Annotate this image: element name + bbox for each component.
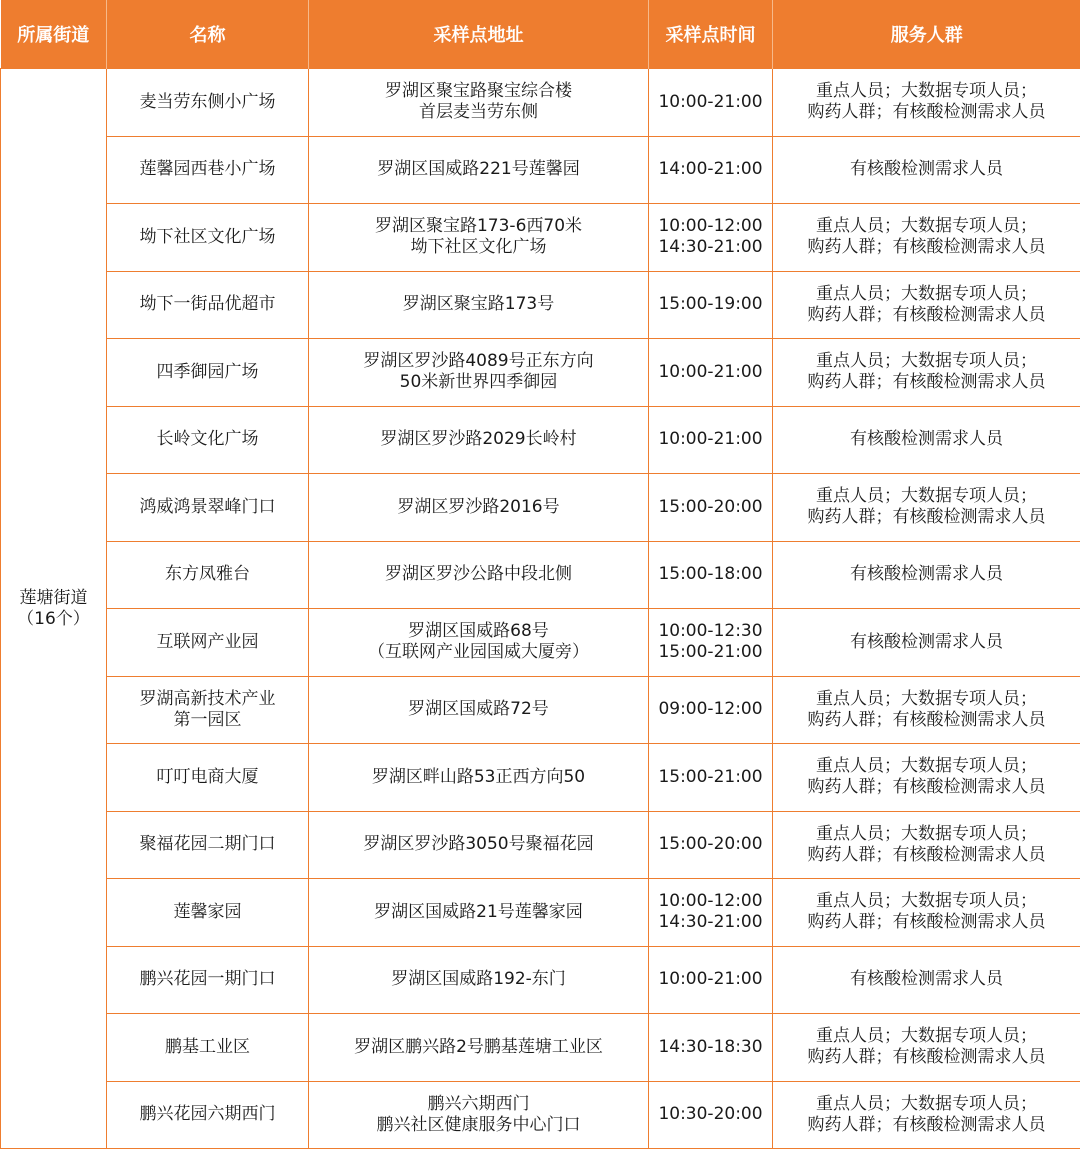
site-time-line: 14:30-21:00 xyxy=(658,912,763,933)
site-time-cell xyxy=(649,69,773,137)
site-name-line: 坳下社区文化广场 xyxy=(139,226,276,247)
site-name-cell xyxy=(107,204,309,272)
site-address-line: 罗湖区聚宝路聚宝综合楼 xyxy=(385,81,572,102)
site-address-line: 罗湖区罗沙路2016号 xyxy=(397,496,560,517)
site-name-cell xyxy=(107,1081,309,1149)
site-time-cell xyxy=(649,676,773,744)
site-time-line: 10:00-12:00 xyxy=(658,216,763,237)
site-address-line: 罗湖区聚宝路173-6西70米 xyxy=(374,216,583,237)
site-time-line: 09:00-12:00 xyxy=(658,699,763,720)
site-time-line: 10:30-20:00 xyxy=(658,1104,763,1125)
site-time-cell xyxy=(649,271,773,339)
site-address-cell xyxy=(309,69,649,137)
site-service-group-line: 购药人群；有核酸检测需求人员 xyxy=(807,304,1046,325)
site-service-group-line: 购药人群；有核酸检测需求人员 xyxy=(807,777,1046,798)
site-address-line: 50米新世界四季御园 xyxy=(399,372,558,393)
site-address-cell xyxy=(309,541,649,609)
site-time-line: 15:00-18:00 xyxy=(658,564,763,585)
site-name-line: 互联网产业园 xyxy=(156,631,259,652)
site-address-line: 罗湖区罗沙公路中段北侧 xyxy=(385,564,572,585)
site-address-cell xyxy=(309,744,649,812)
site-time-line: 15:00-20:00 xyxy=(658,496,763,517)
site-service-group-line: 重点人员；大数据专项人员； xyxy=(816,351,1037,372)
site-time-line: 15:00-21:00 xyxy=(658,766,763,787)
site-address-line: 鹏兴社区健康服务中心门口 xyxy=(376,1114,581,1135)
site-address-line: （互联网产业园国威大厦旁） xyxy=(368,642,589,663)
site-name-cell xyxy=(107,676,309,744)
site-address-line: 罗湖区国威路72号 xyxy=(408,699,549,720)
site-name-cell xyxy=(107,609,309,677)
table-row xyxy=(1,1081,1080,1149)
site-service-group-line: 有核酸检测需求人员 xyxy=(850,631,1003,652)
site-service-group-cell xyxy=(773,811,1080,879)
site-service-group-line: 重点人员；大数据专项人员； xyxy=(816,891,1037,912)
site-address-line: 首层麦当劳东侧 xyxy=(419,102,538,123)
site-service-group-line: 购药人群；有核酸检测需求人员 xyxy=(807,372,1046,393)
site-time-cell xyxy=(649,744,773,812)
site-service-group-line: 购药人群；有核酸检测需求人员 xyxy=(807,1114,1046,1135)
site-time-line: 10:00-21:00 xyxy=(658,361,763,382)
site-service-group-cell xyxy=(773,1014,1080,1082)
site-time-line: 14:30-18:30 xyxy=(658,1036,763,1057)
header-address: 采样点地址 xyxy=(309,0,649,69)
table-row xyxy=(1,406,1080,474)
site-name-line: 鹏基工业区 xyxy=(165,1036,250,1057)
table-row xyxy=(1,744,1080,812)
table-header-row xyxy=(1,0,1080,69)
site-service-group-cell xyxy=(773,406,1080,474)
site-address-line: 坳下社区文化广场 xyxy=(410,237,547,258)
site-name-cell xyxy=(107,811,309,879)
site-time-line: 15:00-19:00 xyxy=(658,294,763,315)
site-service-group-line: 重点人员；大数据专项人员； xyxy=(816,688,1037,709)
site-time-line: 15:00-20:00 xyxy=(658,834,763,855)
street-count: （16个） xyxy=(17,608,90,629)
table-row xyxy=(1,879,1080,947)
site-time-line: 10:00-12:00 xyxy=(658,891,763,912)
site-address-line: 罗湖区罗沙路3050号聚福花园 xyxy=(363,834,594,855)
site-name-line: 罗湖高新技术产业 xyxy=(139,688,276,709)
site-name-line: 长岭文化广场 xyxy=(156,429,259,450)
site-address-cell xyxy=(309,879,649,947)
site-time-line: 10:00-21:00 xyxy=(658,969,763,990)
site-name-line: 鸿威鸿景翠峰门口 xyxy=(139,496,276,517)
table-row xyxy=(1,474,1080,542)
site-service-group-cell xyxy=(773,204,1080,272)
site-name-cell xyxy=(107,406,309,474)
table-row xyxy=(1,204,1080,272)
site-name-cell xyxy=(107,136,309,204)
site-service-group-line: 购药人群；有核酸检测需求人员 xyxy=(807,237,1046,258)
site-address-cell xyxy=(309,1014,649,1082)
table-body xyxy=(1,69,1080,1149)
site-address-cell xyxy=(309,609,649,677)
site-name-line: 坳下一街品优超市 xyxy=(139,294,276,315)
site-name-line: 四季御园广场 xyxy=(156,361,259,382)
site-address-cell xyxy=(309,339,649,407)
site-service-group-line: 购药人群；有核酸检测需求人员 xyxy=(807,844,1046,865)
site-service-group-line: 有核酸检测需求人员 xyxy=(850,564,1003,585)
site-address-cell xyxy=(309,204,649,272)
table-row xyxy=(1,1014,1080,1082)
street-cell xyxy=(1,69,107,1149)
table-row xyxy=(1,136,1080,204)
site-service-group-cell xyxy=(773,474,1080,542)
site-name-line: 莲馨家园 xyxy=(173,901,242,922)
site-address-line: 罗湖区罗沙路2029长岭村 xyxy=(380,429,577,450)
site-name-line: 莲馨园西巷小广场 xyxy=(139,159,276,180)
site-name-cell xyxy=(107,69,309,137)
table-row xyxy=(1,811,1080,879)
site-time-cell xyxy=(649,541,773,609)
site-service-group-line: 重点人员；大数据专项人员； xyxy=(816,283,1037,304)
site-time-line: 15:00-21:00 xyxy=(658,642,763,663)
site-time-cell xyxy=(649,879,773,947)
site-service-group-line: 购药人群；有核酸检测需求人员 xyxy=(807,1047,1046,1068)
site-name-line: 鹏兴花园一期门口 xyxy=(139,969,276,990)
site-time-cell xyxy=(649,474,773,542)
site-address-cell xyxy=(309,946,649,1014)
site-name-line: 聚福花园二期门口 xyxy=(139,834,276,855)
site-address-cell xyxy=(309,1081,649,1149)
site-address-line: 罗湖区国威路221号莲馨园 xyxy=(377,159,580,180)
site-address-cell xyxy=(309,406,649,474)
site-time-cell xyxy=(649,136,773,204)
site-service-group-line: 购药人群；有核酸检测需求人员 xyxy=(807,709,1046,730)
site-service-group-line: 重点人员；大数据专项人员； xyxy=(816,216,1037,237)
site-name-cell xyxy=(107,879,309,947)
site-service-group-cell xyxy=(773,339,1080,407)
site-name-cell xyxy=(107,1014,309,1082)
site-name-cell xyxy=(107,474,309,542)
site-address-line: 罗湖区国威路21号莲馨家园 xyxy=(374,901,583,922)
site-time-cell xyxy=(649,609,773,677)
site-service-group-line: 重点人员；大数据专项人员； xyxy=(816,1026,1037,1047)
site-name-cell xyxy=(107,946,309,1014)
site-address-line: 罗湖区畔山路53正西方向50 xyxy=(371,766,586,787)
site-name-cell xyxy=(107,541,309,609)
header-service-group: 服务人群 xyxy=(773,0,1080,69)
table-row xyxy=(1,946,1080,1014)
site-time-cell xyxy=(649,406,773,474)
table-row xyxy=(1,339,1080,407)
site-service-group-line: 重点人员；大数据专项人员； xyxy=(816,486,1037,507)
site-address-cell xyxy=(309,136,649,204)
site-service-group-cell xyxy=(773,946,1080,1014)
site-address-cell xyxy=(309,676,649,744)
table-row xyxy=(1,69,1080,137)
site-service-group-line: 有核酸检测需求人员 xyxy=(850,429,1003,450)
site-time-line: 14:30-21:00 xyxy=(658,237,763,258)
site-service-group-cell xyxy=(773,676,1080,744)
site-service-group-line: 有核酸检测需求人员 xyxy=(850,969,1003,990)
site-service-group-line: 购药人群；有核酸检测需求人员 xyxy=(807,102,1046,123)
site-service-group-cell xyxy=(773,744,1080,812)
site-address-line: 罗湖区罗沙路4089号正东方向 xyxy=(363,351,594,372)
header-name: 名称 xyxy=(107,0,309,69)
site-service-group-line: 重点人员；大数据专项人员； xyxy=(816,81,1037,102)
site-address-line: 鹏兴六期西门 xyxy=(427,1093,530,1114)
street-name: 莲塘街道 xyxy=(19,587,88,608)
site-service-group-line: 重点人员；大数据专项人员； xyxy=(816,1093,1037,1114)
site-address-line: 罗湖区聚宝路173号 xyxy=(402,294,555,315)
site-address-line: 罗湖区国威路192-东门 xyxy=(391,969,566,990)
site-time-line: 10:00-12:30 xyxy=(658,621,763,642)
site-service-group-cell xyxy=(773,609,1080,677)
site-time-cell xyxy=(649,1081,773,1149)
site-time-line: 14:00-21:00 xyxy=(658,159,763,180)
site-time-line: 10:00-21:00 xyxy=(658,429,763,450)
table-row xyxy=(1,676,1080,744)
header-street: 所属街道 xyxy=(1,0,107,69)
site-time-cell xyxy=(649,946,773,1014)
site-time-line: 10:00-21:00 xyxy=(658,91,763,112)
site-address-line: 罗湖区鹏兴路2号鹏基莲塘工业区 xyxy=(354,1036,603,1057)
site-name-line: 麦当劳东侧小广场 xyxy=(139,91,276,112)
site-service-group-cell xyxy=(773,1081,1080,1149)
table-row xyxy=(1,609,1080,677)
site-time-cell xyxy=(649,1014,773,1082)
site-service-group-cell xyxy=(773,541,1080,609)
site-service-group-line: 购药人群；有核酸检测需求人员 xyxy=(807,912,1046,933)
header-time: 采样点时间 xyxy=(649,0,773,69)
site-name-cell xyxy=(107,744,309,812)
site-service-group-cell xyxy=(773,136,1080,204)
site-time-cell xyxy=(649,339,773,407)
site-name-line: 鹏兴花园六期西门 xyxy=(139,1104,276,1125)
site-service-group-cell xyxy=(773,69,1080,137)
site-service-group-line: 有核酸检测需求人员 xyxy=(850,159,1003,180)
site-name-line: 东方凤雅台 xyxy=(165,564,250,585)
site-service-group-line: 重点人员；大数据专项人员； xyxy=(816,756,1037,777)
site-service-group-cell xyxy=(773,271,1080,339)
table-row xyxy=(1,271,1080,339)
site-address-cell xyxy=(309,271,649,339)
table-row xyxy=(1,541,1080,609)
site-time-cell xyxy=(649,811,773,879)
site-address-line: 罗湖区国威路68号 xyxy=(408,621,549,642)
site-address-cell xyxy=(309,811,649,879)
site-name-line: 第一园区 xyxy=(173,709,242,730)
site-service-group-line: 购药人群；有核酸检测需求人员 xyxy=(807,507,1046,528)
site-name-cell xyxy=(107,271,309,339)
site-name-cell xyxy=(107,339,309,407)
site-service-group-line: 重点人员；大数据专项人员； xyxy=(816,823,1037,844)
site-service-group-cell xyxy=(773,879,1080,947)
site-name-line: 叮叮电商大厦 xyxy=(156,766,259,787)
site-address-cell xyxy=(309,474,649,542)
site-time-cell xyxy=(649,204,773,272)
